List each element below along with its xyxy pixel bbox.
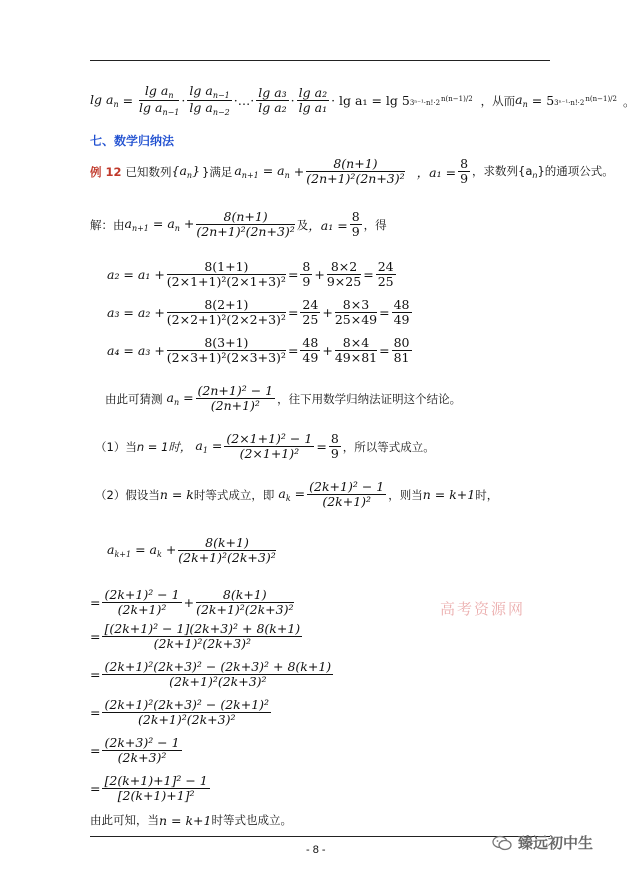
solution-lead-text: 解：由	[90, 217, 125, 232]
chain-step	[90, 698, 273, 728]
sentence-end: 。	[622, 93, 636, 109]
initial-fraction: $\frac{8}{9}$	[460, 156, 469, 187]
step1-result: 8 9	[330, 431, 339, 462]
step1-fraction: $\frac{\text{(2×1+1)² − 1}}{\text{(2×1+1)²}}$	[226, 431, 313, 462]
wechat-icon	[492, 835, 512, 851]
recurrence-fraction: 8(n+1) (2n+1)²(2n+3)²	[306, 156, 405, 187]
chain-fraction: $\frac{\text{(2k+3)² − 1}}{\text{(2k+3)²}}$	[104, 735, 180, 766]
chain-step	[90, 774, 212, 804]
example-label: 例 12	[90, 164, 122, 179]
footer-rule	[90, 836, 550, 837]
step1-pre: （1）当	[95, 439, 137, 454]
ind-rhs: = $a_k$ +	[135, 542, 177, 560]
sequence-symbol: $\{a_n\}$	[171, 163, 201, 181]
lead-initial-fraction: $\frac{8}{9}$	[351, 209, 360, 240]
example-text-3: ，求数列$\{a_n\}$的通项公式。	[472, 164, 614, 181]
row-lhs: a₃ = a₂ +	[107, 305, 165, 321]
row-term-2: 8×4 49×81	[334, 335, 378, 366]
row-lhs: a₂ = a₁ +	[107, 267, 165, 283]
conclusion-lhs: $a_n$	[515, 92, 528, 110]
brand-mark	[492, 832, 593, 853]
guess-pre: 由此可猜测	[105, 391, 163, 406]
step1-post: ，所以等式成立。	[342, 439, 435, 454]
chain-plus-fraction: 8(k+1) (2k+1)²(2k+3)²	[196, 587, 294, 618]
row-term-1: 8 9	[302, 259, 311, 290]
step-1: （1）当 n = 1时， $a_1$ = $\frac{\text{(2×1+1)² − 1}}{\text{(2×1+1)²}}$ = 8 9 ，所以等式成立。	[95, 431, 435, 462]
row-fraction: $\frac{8(3+1)}{\text{(2×3+1)²(2×3+3)²}}$	[166, 335, 286, 366]
step2-n: n = k	[159, 487, 194, 503]
exponent-2: 3ⁿ⁻¹·n!·2n(n−1)/2	[554, 94, 617, 107]
equals-sign: =	[90, 781, 101, 797]
equals-sign: =	[90, 667, 101, 683]
equals-sign: =	[90, 705, 101, 721]
step2-n2: n = k+1	[422, 487, 476, 503]
step2-post: ，则当	[388, 487, 423, 502]
guess-fraction: $\frac{\text{(2n+1)² − 1}}{\text{(2n+1)²}}$	[197, 383, 274, 414]
induction-line	[107, 536, 278, 566]
step1-n: n = 1时，	[136, 439, 192, 454]
initial-value: ，a₁ =	[416, 164, 457, 180]
row-term-2: 8×2 9×25	[326, 259, 362, 290]
equals-sign: =	[90, 595, 101, 611]
chain-step: = $\frac{\text{(2k+1)² − 1}}{\text{(2k+1)²}}$ + 8(k+1) (2k+1)²(2k+3)²	[90, 587, 294, 618]
step2-mid: 时等式成立，即	[193, 487, 275, 502]
dots: ·…·	[233, 93, 255, 109]
chain-fraction: $\frac{\text{[2(k+1)+1]² − 1}}{\text{[2(k+1)+1]²}}$	[104, 773, 208, 804]
chain-fraction: $\frac{\text{(2k+1)²(2k+3)² − (2k+1)²}}{\text{(2k+1)²(2k+3)²}}$	[104, 697, 270, 728]
row-term-1: 48 49	[302, 335, 319, 366]
frac-4: lg a₂ lg a₁	[298, 84, 328, 116]
recurrence-mid: = $a_n$	[262, 163, 290, 181]
formula-tail: · lg a₁ = lg 5	[331, 93, 410, 109]
recurrence-row: a₄ = a₃ + $\frac{8(3+1)}{\text{(2×3+1)²(2×3+3)²}}$ = 48 49 + 8×4 49×81 = 80 81	[107, 335, 410, 366]
row-result: 48 49	[393, 297, 410, 328]
lead-recurrence: $a_{n+1} = a_n$ +	[124, 216, 195, 234]
step2-pre: （2）假设当	[95, 487, 160, 502]
example-12: 例 12 已知数列 $\{a_n\}$ }满足 $a_{n+1}$ = $a_n$ + 8(n+1) (2n+1)²(2n+3)² ，a₁ = $\frac{8}{9}$ ，求数列$\{a_n\}$的通项公式。	[90, 156, 614, 187]
guess-post: ，往下用数学归纳法证明这个结论。	[277, 391, 462, 406]
section-title: 七、数学归纳法	[90, 134, 175, 148]
row-term-2: 8×3 25×49	[334, 297, 378, 328]
example-text-2: }满足	[202, 164, 233, 179]
row-result: 80 81	[393, 335, 410, 366]
row-fraction: $\frac{8(1+1)}{\text{(2×1+1)²(2×1+3)²}}$	[166, 259, 286, 290]
step2-ak: $a_k$ =	[278, 486, 306, 504]
recurrence-row: a₃ = a₂ + $\frac{8(2+1)}{\text{(2×2+1)²(2×2+3)²}}$ = 24 25 + 8×3 25×49 = 48 49	[107, 297, 410, 328]
brand-name: 臻远初中生	[518, 834, 594, 852]
top-formula: $\lg a_n$ = $\lg a_n$ $\lg a_{n-1}$ · $\lg a_{n-1}$ $\lg a_{n-2}$ ·…· lg a₃ lg a₂ · lg a₂ lg a₁ · lg a₁ = lg 5 3ⁿ⁻¹·n!·2n(n−1)/2 ，从而 $a_n$ = 5 3ⁿ⁻¹·n!·2n(n−1)/2 。	[90, 83, 636, 118]
guess-line	[105, 384, 461, 414]
lg-an: $\lg a_n$	[90, 92, 119, 110]
final-pre: 由此可知，当	[90, 813, 159, 827]
frac-2: $\lg a_{n-1}$ $\lg a_{n-2}$	[189, 83, 230, 118]
final-n: n = k+1	[159, 812, 212, 828]
chain-fraction: $\frac{\text{(2k+1)² − 1}}{\text{(2k+1)²}}$	[104, 587, 180, 618]
step2-end: 时，	[475, 487, 499, 502]
header-rule	[90, 60, 550, 61]
conclusion-rhs: = 5	[531, 93, 555, 109]
final-line	[90, 812, 292, 828]
ak1: $a_{k+1}$	[107, 542, 132, 560]
equals-sign: =	[90, 743, 101, 759]
recurrence-row: a₂ = a₁ + $\frac{8(1+1)}{\text{(2×1+1)²(2×1+3)²}}$ = 8 9 + 8×2 9×25 = 24 25	[107, 259, 394, 290]
solution-lead	[90, 210, 387, 240]
final-post: 时等式也成立。	[211, 813, 292, 827]
equals-sign: =	[90, 629, 101, 645]
frac-1: $\lg a_n$ $\lg a_{n-1}$	[139, 83, 180, 118]
row-lhs: a₄ = a₃ +	[107, 343, 165, 359]
chain-step	[90, 660, 335, 690]
frac-3: lg a₃ lg a₂	[258, 84, 287, 116]
lead-initial: ，a₁ =	[308, 217, 348, 233]
conclusion-text: ，从而	[480, 93, 516, 108]
chain-fraction: $\frac{\text{(2k+1)²(2k+3)² − (2k+3)² + 8(k+1)}}{\text{(2k+1)²(2k+3)²}}$	[104, 659, 332, 690]
chain-step	[90, 736, 184, 766]
step2-fraction: $\frac{\text{(2k+1)² − 1}}{\text{(2k+1)²}}$	[309, 479, 385, 510]
row-fraction: $\frac{8(2+1)}{\text{(2×2+1)²(2×2+3)²}}$	[166, 297, 286, 328]
recurrence-lhs: $a_{n+1}$	[234, 163, 259, 181]
and-text: 及	[296, 217, 309, 232]
example-text-1: 已知数列	[125, 164, 172, 179]
row-term-1: 24 25	[302, 297, 319, 328]
step1-a1: $a_1$ =	[195, 438, 223, 456]
guess-lhs: $a_n$ =	[166, 390, 194, 408]
row-result: 24 25	[377, 259, 394, 290]
get-text: ，得	[363, 217, 387, 232]
chain-step	[90, 622, 304, 652]
chain-fraction: $\frac{\text{[(2k+1)² − 1](2k+3)² + 8(k+1)}}{\text{(2k+1)²(2k+3)²}}$	[104, 621, 301, 652]
step-2	[95, 480, 498, 510]
page-number: - 8 -	[306, 844, 326, 856]
watermark: 高考资源网	[440, 600, 526, 618]
induction-fraction: $\frac{8(k+1)}{\text{(2k+1)²(2k+3)²}}$	[178, 535, 276, 566]
exponent-1: 3ⁿ⁻¹·n!·2n(n−1)/2	[409, 94, 473, 107]
lead-fraction: $\frac{8(n+1)}{\text{(2n+1)²(2n+3)²}}$	[196, 209, 295, 240]
